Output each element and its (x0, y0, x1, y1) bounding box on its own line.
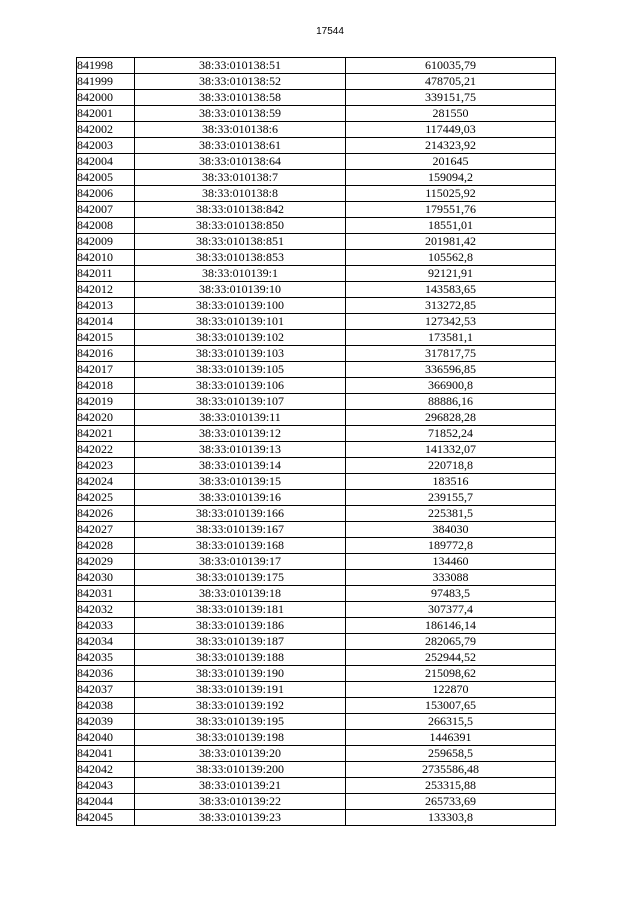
record-number-cell: 842032 (77, 602, 135, 618)
cadastral-number-cell: 38:33:010139:17 (135, 554, 346, 570)
cadastral-number-cell: 38:33:010139:16 (135, 490, 346, 506)
cadastral-number-cell: 38:33:010139:192 (135, 698, 346, 714)
record-number-cell: 842013 (77, 298, 135, 314)
table-row (77, 618, 556, 634)
record-number-cell: 842027 (77, 522, 135, 538)
table-body (77, 58, 556, 826)
cadastral-number-cell: 38:33:010139:102 (135, 330, 346, 346)
cadastral-value-cell: 225381,5 (346, 506, 556, 522)
record-number-cell: 842011 (77, 266, 135, 282)
cadastral-number-cell: 38:33:010139:20 (135, 746, 346, 762)
cadastral-value-cell: 281550 (346, 106, 556, 122)
cadastral-value-cell: 153007,65 (346, 698, 556, 714)
cadastral-number-cell: 38:33:010139:168 (135, 538, 346, 554)
cadastral-number-cell: 38:33:010138:51 (135, 58, 346, 74)
cadastral-value-cell: 239155,7 (346, 490, 556, 506)
table-row (77, 458, 556, 474)
cadastral-number-cell: 38:33:010139:166 (135, 506, 346, 522)
cadastral-value-cell: 122870 (346, 682, 556, 698)
record-number-cell: 842019 (77, 394, 135, 410)
cadastral-value-cell: 317817,75 (346, 346, 556, 362)
cadastral-number-cell: 38:33:010139:105 (135, 362, 346, 378)
cadastral-number-cell: 38:33:010139:21 (135, 778, 346, 794)
record-number-cell: 842002 (77, 122, 135, 138)
table-row (77, 762, 556, 778)
table-row (77, 650, 556, 666)
cadastral-value-cell: 88886,16 (346, 394, 556, 410)
table-row (77, 474, 556, 490)
table-row (77, 90, 556, 106)
cadastral-number-cell: 38:33:010139:186 (135, 618, 346, 634)
cadastral-number-cell: 38:33:010139:10 (135, 282, 346, 298)
table-row (77, 666, 556, 682)
table-row (77, 554, 556, 570)
record-number-cell: 842044 (77, 794, 135, 810)
table-row (77, 250, 556, 266)
table-row (77, 186, 556, 202)
cadastral-number-cell: 38:33:010139:15 (135, 474, 346, 490)
cadastral-value-cell: 127342,53 (346, 314, 556, 330)
cadastral-number-cell: 38:33:010139:191 (135, 682, 346, 698)
cadastral-number-cell: 38:33:010139:1 (135, 266, 346, 282)
record-number-cell: 842029 (77, 554, 135, 570)
cadastral-value-cell: 1446391 (346, 730, 556, 746)
cadastral-number-cell: 38:33:010139:13 (135, 442, 346, 458)
record-number-cell: 841999 (77, 74, 135, 90)
table-row (77, 346, 556, 362)
table-row (77, 266, 556, 282)
record-number-cell: 842022 (77, 442, 135, 458)
cadastral-number-cell: 38:33:010139:12 (135, 426, 346, 442)
record-number-cell: 842005 (77, 170, 135, 186)
cadastral-value-cell: 336596,85 (346, 362, 556, 378)
cadastral-number-cell: 38:33:010139:14 (135, 458, 346, 474)
cadastral-number-cell: 38:33:010139:100 (135, 298, 346, 314)
cadastral-number-cell: 38:33:010139:188 (135, 650, 346, 666)
table-row (77, 202, 556, 218)
cadastral-number-cell: 38:33:010138:842 (135, 202, 346, 218)
cadastral-value-cell: 259658,5 (346, 746, 556, 762)
table-row (77, 154, 556, 170)
cadastral-value-cell: 115025,92 (346, 186, 556, 202)
cadastral-number-cell: 38:33:010138:8 (135, 186, 346, 202)
cadastral-value-cell: 201981,42 (346, 234, 556, 250)
table-row (77, 778, 556, 794)
record-number-cell: 842045 (77, 810, 135, 826)
table-row (77, 394, 556, 410)
record-number-cell: 842010 (77, 250, 135, 266)
cadastral-value-cell: 215098,62 (346, 666, 556, 682)
cadastral-value-cell: 159094,2 (346, 170, 556, 186)
cadastral-value-cell: 179551,76 (346, 202, 556, 218)
table-row (77, 602, 556, 618)
cadastral-number-cell: 38:33:010139:175 (135, 570, 346, 586)
record-number-cell: 842033 (77, 618, 135, 634)
record-number-cell: 842017 (77, 362, 135, 378)
cadastral-number-cell: 38:33:010139:181 (135, 602, 346, 618)
cadastral-number-cell: 38:33:010139:23 (135, 810, 346, 826)
cadastral-value-cell: 18551,01 (346, 218, 556, 234)
cadastral-value-cell: 134460 (346, 554, 556, 570)
record-number-cell: 842026 (77, 506, 135, 522)
record-number-cell: 842025 (77, 490, 135, 506)
cadastral-value-cell: 71852,24 (346, 426, 556, 442)
record-number-cell: 842036 (77, 666, 135, 682)
table-row (77, 362, 556, 378)
record-number-cell: 842018 (77, 378, 135, 394)
cadastral-number-cell: 38:33:010139:190 (135, 666, 346, 682)
cadastral-value-cell: 265733,69 (346, 794, 556, 810)
record-number-cell: 842003 (77, 138, 135, 154)
record-number-cell: 842043 (77, 778, 135, 794)
cadastral-number-cell: 38:33:010139:22 (135, 794, 346, 810)
table-row (77, 138, 556, 154)
record-number-cell: 842012 (77, 282, 135, 298)
table-row (77, 234, 556, 250)
cadastral-value-cell: 117449,03 (346, 122, 556, 138)
cadastral-number-cell: 38:33:010138:851 (135, 234, 346, 250)
table-row (77, 58, 556, 74)
table-row (77, 570, 556, 586)
record-number-cell: 842021 (77, 426, 135, 442)
table-row (77, 586, 556, 602)
cadastral-number-cell: 38:33:010138:59 (135, 106, 346, 122)
cadastral-value-cell: 266315,5 (346, 714, 556, 730)
cadastral-value-cell: 105562,8 (346, 250, 556, 266)
cadastral-value-cell: 201645 (346, 154, 556, 170)
record-number-cell: 842004 (77, 154, 135, 170)
record-number-cell: 842000 (77, 90, 135, 106)
record-number-cell: 842037 (77, 682, 135, 698)
cadastral-number-cell: 38:33:010138:6 (135, 122, 346, 138)
table-row (77, 218, 556, 234)
table-row (77, 74, 556, 90)
record-number-cell: 842020 (77, 410, 135, 426)
cadastral-value-cell: 296828,28 (346, 410, 556, 426)
cadastral-value-cell: 189772,8 (346, 538, 556, 554)
record-number-cell: 842040 (77, 730, 135, 746)
record-number-cell: 842039 (77, 714, 135, 730)
cadastral-number-cell: 38:33:010139:107 (135, 394, 346, 410)
record-number-cell: 842028 (77, 538, 135, 554)
table-row (77, 314, 556, 330)
cadastral-value-cell: 97483,5 (346, 586, 556, 602)
cadastral-value-cell: 92121,91 (346, 266, 556, 282)
cadastral-value-cell: 478705,21 (346, 74, 556, 90)
cadastral-number-cell: 38:33:010139:103 (135, 346, 346, 362)
record-number-cell: 842042 (77, 762, 135, 778)
record-number-cell: 841998 (77, 58, 135, 74)
table-row (77, 682, 556, 698)
record-number-cell: 842015 (77, 330, 135, 346)
cadastral-number-cell: 38:33:010138:7 (135, 170, 346, 186)
cadastral-number-cell: 38:33:010139:200 (135, 762, 346, 778)
table-row (77, 282, 556, 298)
cadastral-value-cell: 214323,92 (346, 138, 556, 154)
record-number-cell: 842006 (77, 186, 135, 202)
table-row (77, 426, 556, 442)
table-row (77, 490, 556, 506)
table-row (77, 506, 556, 522)
cadastral-value-cell: 183516 (346, 474, 556, 490)
table-row (77, 538, 556, 554)
table-row (77, 298, 556, 314)
cadastral-number-cell: 38:33:010138:61 (135, 138, 346, 154)
table-row (77, 410, 556, 426)
record-number-cell: 842023 (77, 458, 135, 474)
cadastral-value-cell: 143583,65 (346, 282, 556, 298)
table-row (77, 170, 556, 186)
cadastral-value-cell: 366900,8 (346, 378, 556, 394)
cadastral-value-cell: 313272,85 (346, 298, 556, 314)
table-row (77, 714, 556, 730)
cadastral-number-cell: 38:33:010138:853 (135, 250, 346, 266)
cadastral-value-cell: 384030 (346, 522, 556, 538)
cadastral-number-cell: 38:33:010139:198 (135, 730, 346, 746)
cadastral-number-cell: 38:33:010138:52 (135, 74, 346, 90)
cadastral-number-cell: 38:33:010138:58 (135, 90, 346, 106)
record-number-cell: 842009 (77, 234, 135, 250)
record-number-cell: 842035 (77, 650, 135, 666)
cadastral-value-cell: 173581,1 (346, 330, 556, 346)
record-number-cell: 842014 (77, 314, 135, 330)
table-row (77, 698, 556, 714)
cadastral-number-cell: 38:33:010139:18 (135, 586, 346, 602)
record-number-cell: 842038 (77, 698, 135, 714)
record-number-cell: 842008 (77, 218, 135, 234)
cadastral-value-cell: 186146,14 (346, 618, 556, 634)
cadastral-value-cell: 141332,07 (346, 442, 556, 458)
cadastral-value-cell: 339151,75 (346, 90, 556, 106)
cadastral-number-cell: 38:33:010139:101 (135, 314, 346, 330)
record-number-cell: 842007 (77, 202, 135, 218)
table-row (77, 378, 556, 394)
cadastral-number-cell: 38:33:010139:195 (135, 714, 346, 730)
table-row (77, 810, 556, 826)
cadastral-value-cell: 220718,8 (346, 458, 556, 474)
cadastral-value-cell: 252944,52 (346, 650, 556, 666)
record-number-cell: 842001 (77, 106, 135, 122)
cadastral-value-cell: 282065,79 (346, 634, 556, 650)
table-row (77, 730, 556, 746)
table-row (77, 106, 556, 122)
cadastral-value-cell: 2735586,48 (346, 762, 556, 778)
record-number-cell: 842030 (77, 570, 135, 586)
cadastral-value-cell: 333088 (346, 570, 556, 586)
cadastral-number-cell: 38:33:010139:106 (135, 378, 346, 394)
cadastral-number-cell: 38:33:010139:11 (135, 410, 346, 426)
page-number: 17544 (316, 26, 344, 37)
cadastral-value-cell: 133303,8 (346, 810, 556, 826)
table-row (77, 330, 556, 346)
record-number-cell: 842041 (77, 746, 135, 762)
cadastral-number-cell: 38:33:010139:187 (135, 634, 346, 650)
cadastral-value-table (76, 57, 556, 826)
table-row (77, 746, 556, 762)
cadastral-value-cell: 610035,79 (346, 58, 556, 74)
cadastral-number-cell: 38:33:010138:850 (135, 218, 346, 234)
table-row (77, 794, 556, 810)
record-number-cell: 842024 (77, 474, 135, 490)
record-number-cell: 842034 (77, 634, 135, 650)
table-row (77, 442, 556, 458)
record-number-cell: 842031 (77, 586, 135, 602)
table-row (77, 634, 556, 650)
cadastral-number-cell: 38:33:010138:64 (135, 154, 346, 170)
record-number-cell: 842016 (77, 346, 135, 362)
table-row (77, 522, 556, 538)
table-row (77, 122, 556, 138)
cadastral-number-cell: 38:33:010139:167 (135, 522, 346, 538)
cadastral-value-cell: 253315,88 (346, 778, 556, 794)
cadastral-value-cell: 307377,4 (346, 602, 556, 618)
